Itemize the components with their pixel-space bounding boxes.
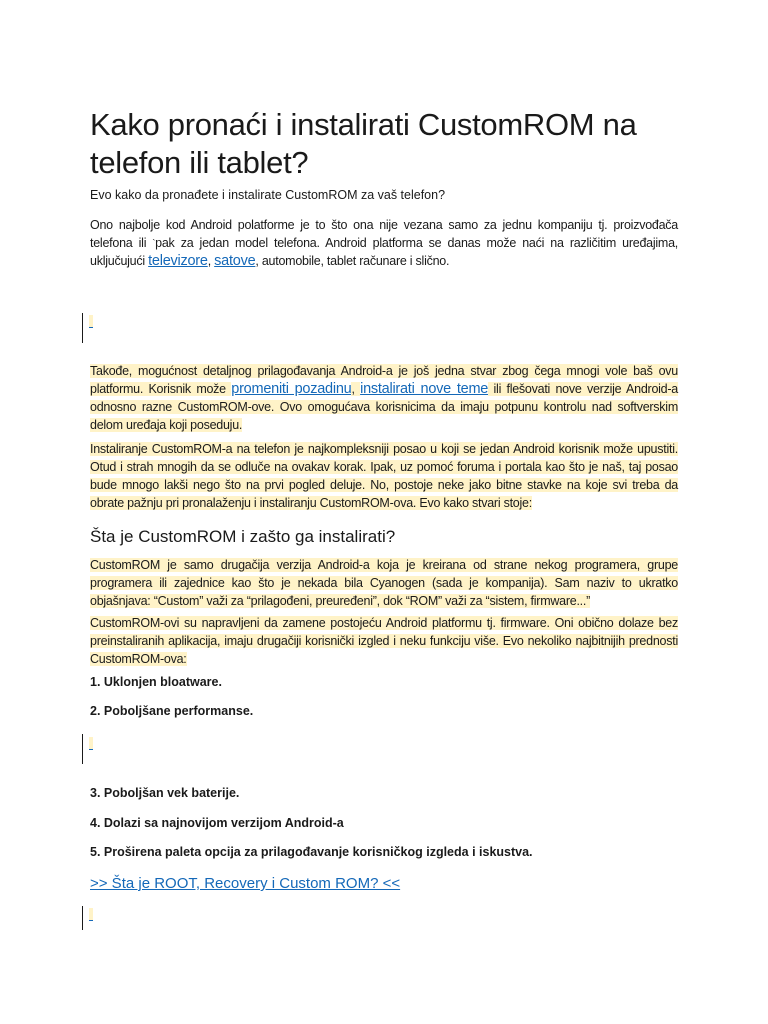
section-heading: Šta je CustomROM i zašto ga instalirati? — [90, 527, 396, 546]
link-televizore[interactable]: televizore — [148, 253, 208, 269]
p4-text: CustomROM je samo drugačija verzija Android-a koja je kreirana od strane nekog programera, grupe programera ili zajednice kao što je nekada bila Cyanogen (sada je kompanija). Sam naziv to ukratko objašnjava: “Custom” važi za “prilagođeni, preuređeni”, dok “ROM” važi za “sistem, firmware...” — [90, 558, 678, 608]
stray-mark: ` — [152, 238, 156, 248]
p5-text: CustomROM-ovi su napravljeni da zamene postojeću Android platformu tj. firmware. Oni obično dolaze bez preinstaliranih aplikacija, imaju drugačiji korisnički izgled i neku funkciju više. Evo nekoliko najbitnijih prednosti CustomROM-ova: — [90, 616, 678, 666]
crossref-link[interactable]: >> Šta je ROOT, Recovery i Custom ROM? << — [90, 875, 401, 892]
list-item: 2. Poboljšane performanse. — [90, 704, 254, 718]
embed-anchor[interactable] — [89, 908, 93, 921]
link-promeniti-pozadinu[interactable]: promeniti pozadinu — [231, 381, 352, 397]
list-item: 3. Poboljšan vek baterije. — [90, 786, 240, 800]
list-item: 5. Proširena paleta opcija za prilagođavanje korisničkog izgleda i iskustva. — [90, 845, 533, 859]
text-cursor — [82, 313, 83, 343]
list-item: 1. Uklonjen bloatware. — [90, 675, 222, 689]
subtitle: Evo kako da pronađete i instalirate CustomROM za vaš telefon? — [90, 188, 446, 202]
paragraph-what-is — [90, 556, 678, 610]
p2-text-1: Takođe, mogućnost detaljnog prilagođavanja Android-a je još jedna stvar zbog čega mnogi vole baš ovu platformu. Korisnik može — [90, 364, 678, 396]
link-instalirati-nove-teme[interactable]: instalirati nove teme — [360, 381, 489, 397]
p3-text: Instaliranje CustomROM-a na telefon je najkompleksniji posao u koji se jedan Android korisnik može upustiti. Otud i strah mnogih da se odluče na ovakav korak. Ipak, uz pomoć foruma i portala kao što je naš, taj posao bude mnogo lakši nego što na prvi pogled deluje. No, postoje neke jako bitne stavke na koje svi treba da obrate pažnju pri pronalaženju i instaliranju CustomROM-ova. Evo kako stvari stoje: — [90, 442, 678, 510]
link-satove[interactable]: satove — [214, 253, 256, 269]
p2-sep: , — [351, 382, 361, 396]
embed-anchor[interactable] — [89, 737, 93, 750]
text-cursor — [82, 906, 83, 930]
list-item: 4. Dolazi sa najnovijom verzijom Android-a — [90, 816, 344, 830]
intro-sep: , — [207, 254, 215, 268]
paragraph-customization — [90, 362, 678, 434]
paragraph-purpose — [90, 614, 678, 668]
intro-paragraph — [90, 216, 678, 270]
intro-text-3: , automobile, tablet računare i slično. — [255, 254, 450, 268]
embed-anchor[interactable] — [89, 315, 93, 328]
text-cursor — [82, 734, 83, 764]
intro-text-2: pak za jedan model telefona. Android platforma se danas može naći na različitim uređajima, uključujući — [90, 236, 678, 268]
intro-text-1: Ono najbolje kod Android polatforme je to što ona nije vezana samo za jednu kompaniju tj. proizvođača telefona ili — [90, 218, 678, 250]
paragraph-installing — [90, 440, 678, 512]
p2-text-2: ili flešovati nove verzije Android-a odnosno razne CustomROM-ove. Ovo omogućava korisnicima da imaju potpunu kontrolu nad softverskim delom uređaja koji poseduju. — [90, 382, 678, 432]
page-title: Kako pronaći i instalirati CustomROM na telefon ili tablet? — [90, 107, 637, 180]
